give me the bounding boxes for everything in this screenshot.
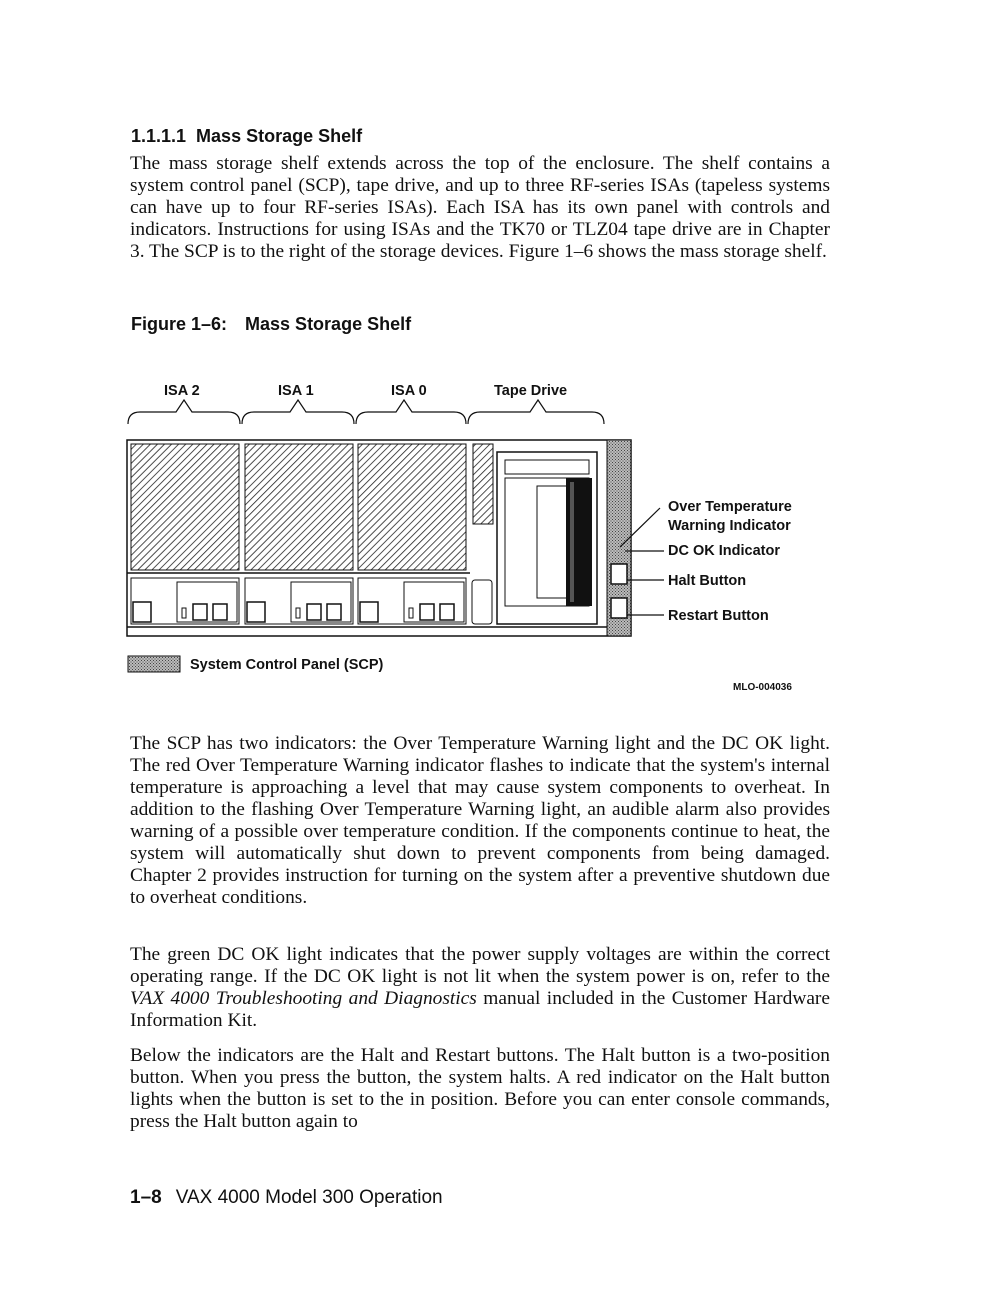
tape-drive-unit <box>472 444 597 624</box>
callout-over-temperature: Over Temperature <box>668 499 792 515</box>
paragraph-dc-ok-text-1: The green DC OK light indicates that the power supply voltages are within the correct operating range. If the DC OK light is not lit when the system power is on, refer to the <box>130 944 830 987</box>
label-braces <box>128 400 604 424</box>
label-isa-1: ISA 1 <box>278 383 314 399</box>
legend-label: System Control Panel (SCP) <box>190 657 384 673</box>
section-title: Mass Storage Shelf <box>196 126 363 146</box>
paragraph-intro: The mass storage shelf extends across the top of the enclosure. The shelf contains a system control panel (SCP), tape drive, and up to three RF-series ISAs (tapeless systems can have up to four RF-series ISAs). Each ISA has its own panel with controls and indicators. Instructions for using ISAs and the TK70 or TLZ04 tape drive are in Chapter 3. The SCP is to the right of the storage devices. Figure 1–6 shows the mass storage shelf. <box>130 153 830 262</box>
section-number: 1.1.1.1 <box>131 126 187 146</box>
label-tape-drive: Tape Drive <box>494 383 568 399</box>
footer-title: VAX 4000 Model 300 Operation <box>175 1187 443 1208</box>
callout-restart-button: Restart Button <box>668 608 769 624</box>
callout-warning-indicator: Warning Indicator <box>668 518 791 534</box>
figure-title: Mass Storage Shelf <box>245 314 412 334</box>
figure-label: Figure 1–6: <box>131 314 228 334</box>
manual-title: VAX 4000 Troubleshooting and Diagnostics <box>130 988 477 1009</box>
label-isa-2: ISA 2 <box>164 383 200 399</box>
callout-dc-ok-indicator: DC OK Indicator <box>668 543 780 559</box>
callout-halt-button: Halt Button <box>668 573 747 589</box>
isa-2-unit <box>131 444 239 624</box>
paragraph-dc-ok <box>130 944 830 1032</box>
paragraph-scp-indicators: The SCP has two indicators: the Over Temperature Warning light and the DC OK light. The red Over Temperature Warning indicator flashes to indicate that the system's internal temperature is approaching a level that may cause system components to overheat. In addition to the flashing Over Temperature Warning light, an audible alarm also provides warning of a possible over temperature condition. If the components continue to heat, the system will automatically shut down to prevent components from being damaged. Chapter 2 provides instruction for turning on the system after a preventive shutdown due to overheat conditions. <box>130 733 830 908</box>
paragraph-dc-ok-text-2: manual included in the Customer Hardware Information Kit. <box>130 988 830 1031</box>
page-footer <box>130 1187 443 1209</box>
paragraph-halt-restart: Below the indicators are the Halt and Restart buttons. The Halt button is a two-position button. When you press the button, the system halts. A red indicator on the Halt button lights when the button is set to the in position. Before you can enter console commands, press the Halt button again to <box>130 1045 830 1132</box>
label-isa-0: ISA 0 <box>391 383 427 399</box>
system-control-panel <box>607 440 631 636</box>
figure-code: MLO-004036 <box>733 682 792 693</box>
isa-1-unit <box>245 444 353 624</box>
legend-swatch <box>128 656 180 672</box>
page-number: 1–8 <box>130 1187 162 1208</box>
isa-0-unit <box>358 444 466 624</box>
